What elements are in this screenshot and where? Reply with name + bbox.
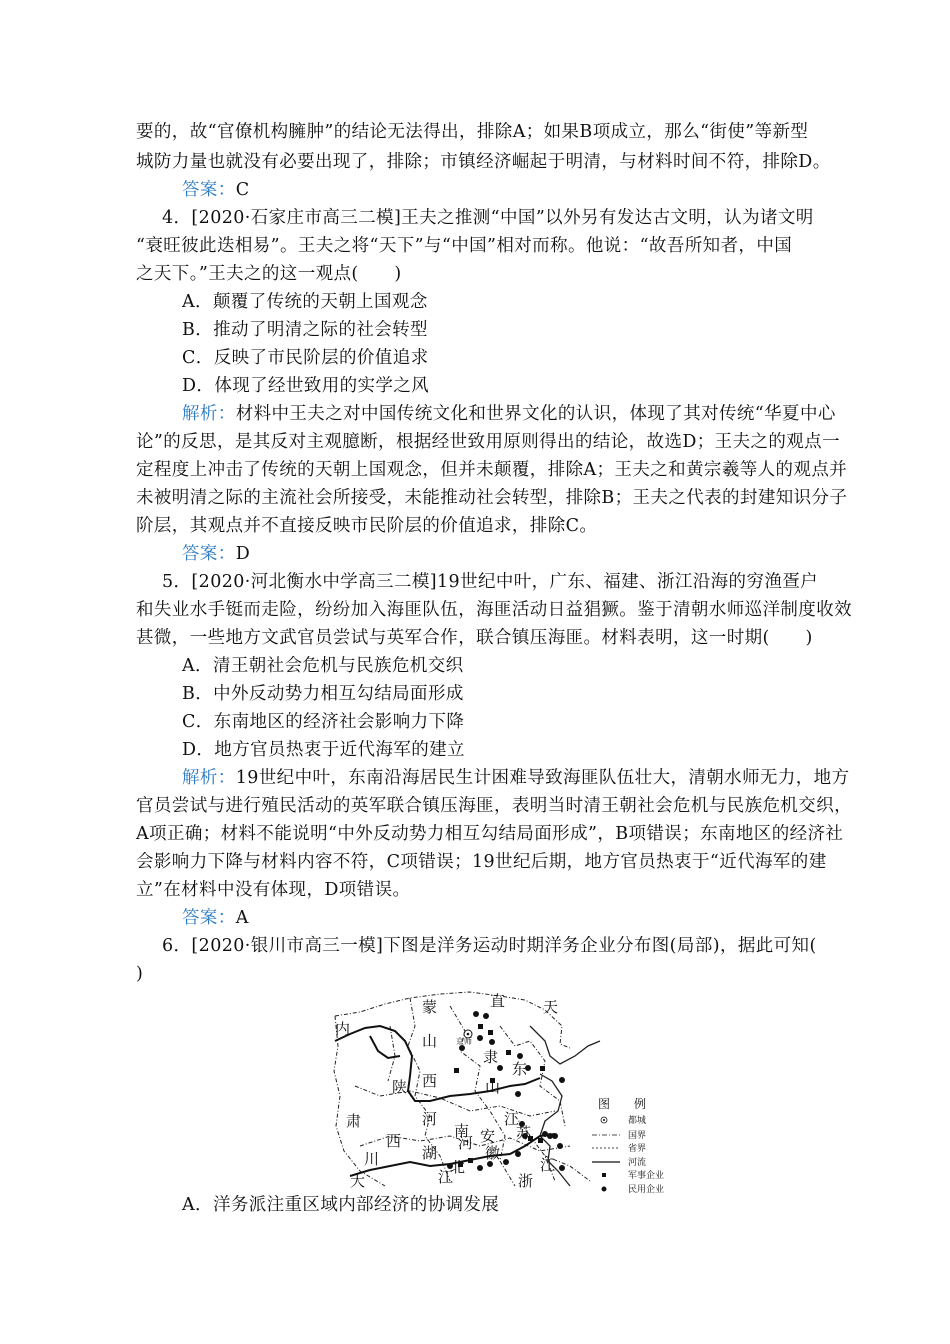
place-name: 河	[458, 1134, 474, 1152]
place-name: 江	[504, 1110, 520, 1128]
analysis-text: 材料中王夫之对中国传统文化和世界文化的认识，体现了其对传统“华夏中心	[235, 404, 836, 424]
text-line: 城防力量也就没有必要出现了，排除；市镇经济崛起于明清，与材料时间不符，排除D。	[136, 152, 831, 172]
question-5-line: 和失业水手铤而走险，纷纷加入海匪队伍，海匪活动日益猖獗。鉴于清朝水师巡洋制度收效	[136, 600, 852, 620]
text-line: 要的，故“官僚机构臃肿”的结论无法得出，排除A；如果B项成立，那么“街使”等新型	[136, 122, 809, 142]
option-d: D．地方官员热衷于近代海军的建立	[182, 740, 465, 760]
yangwu-enterprise-map	[330, 986, 675, 1196]
place-name: 西	[386, 1132, 402, 1150]
option-b: B．中外反动势力相互勾结局面形成	[182, 684, 464, 704]
option-a: A．清王朝社会危机与民族危机交织	[182, 656, 464, 676]
map-legend	[592, 1096, 664, 1195]
map-place-names	[335, 992, 558, 1190]
question-4-line: 之天下。”王夫之的这一观点( )	[136, 264, 402, 284]
legend-item: 河流	[628, 1158, 647, 1168]
answer-value: D	[235, 544, 251, 564]
question-6-line: 6．[2020·银川市高三一模]下图是洋务运动时期洋务企业分布图(局部)，据此可知(	[162, 936, 817, 956]
answer-line	[182, 542, 250, 566]
capital-dot	[467, 1033, 470, 1036]
place-name: 苏	[516, 1124, 532, 1142]
place-name: 蒙	[422, 998, 438, 1016]
analysis-line: 会影响力下降与材料内容不符，C项错误；19世纪后期，地方官员热衷于“近代海军的建	[136, 852, 827, 872]
legend-title: 图 例	[598, 1097, 647, 1111]
analysis-line: 阶层，其观点并不直接反映市民阶层的价值追求，排除C。	[136, 516, 598, 536]
place-name: 内	[335, 1020, 351, 1038]
analysis-line: 立”在材料中没有体现，D项错误。	[136, 880, 411, 900]
analysis-line	[182, 402, 836, 426]
analysis-line: 论”的反思，是其反对主观臆断，根据经世致用原则得出的结论，故选D；王夫之的观点一	[136, 432, 840, 452]
place-name: 河	[422, 1110, 438, 1128]
analysis-label: 解析：	[182, 768, 236, 788]
analysis-line	[182, 766, 849, 790]
answer-label: 答案：	[182, 180, 236, 200]
legend-item: 都城	[628, 1116, 647, 1126]
legend-item: 省界	[628, 1144, 647, 1154]
place-name: 西	[422, 1072, 438, 1090]
question-5-line: 甚微，一些地方文武官员尝试与英军合作，联合镇压海匪。材料表明，这一时期( )	[136, 628, 813, 648]
place-name: 安	[480, 1127, 496, 1145]
option-d: D．体现了经世致用的实学之风	[182, 376, 430, 396]
answer-label: 答案：	[182, 544, 236, 564]
place-name: 南	[454, 1122, 470, 1140]
answer-value: C	[235, 180, 250, 200]
place-name: 川	[364, 1150, 380, 1168]
place-name: 东	[512, 1060, 528, 1078]
place-name: 大	[350, 1172, 366, 1190]
option-c: C．东南地区的经济社会影响力下降	[182, 712, 465, 732]
place-name: 直	[490, 992, 506, 1010]
option-a: A．颠覆了传统的天朝上国观念	[182, 292, 428, 312]
place-name: 肃	[346, 1112, 362, 1130]
map-svg	[330, 986, 675, 1196]
place-name: 隶	[483, 1048, 499, 1066]
place-name: 山	[485, 1078, 501, 1096]
answer-line	[182, 178, 250, 202]
place-name: 天	[543, 998, 559, 1016]
analysis-line: A项正确；材料不能说明“中外反动势力相互勾结局面形成”，B项错误；东南地区的经济社	[136, 824, 844, 844]
option-c: C．反映了市民阶层的价值追求	[182, 348, 429, 368]
legend-item: 民用企业	[628, 1185, 665, 1195]
analysis-text: 19世纪中叶，东南沿海居民生计困难导致海匪队伍壮大，清朝水师无力，地方	[235, 768, 850, 788]
place-name: 浙	[518, 1172, 534, 1190]
analysis-label: 解析：	[182, 404, 236, 424]
place-name: 江	[540, 1156, 556, 1174]
legend-item: 军事企业	[628, 1171, 665, 1181]
place-name: 京师	[456, 1037, 472, 1046]
place-name: 北	[450, 1158, 466, 1176]
legend-item: 国界	[628, 1131, 647, 1141]
answer-line	[182, 906, 249, 930]
question-6-line: )	[136, 964, 144, 984]
place-name: 山	[422, 1032, 438, 1050]
analysis-line: 官员尝试与进行殖民活动的英军联合镇压海匪，表明当时清王朝社会危机与民族危机交织，	[136, 796, 852, 816]
answer-label: 答案：	[182, 908, 236, 928]
analysis-line: 未被明清之际的主流社会所接受，未能推动社会转型，排除B；王夫之代表的封建知识分子	[136, 488, 848, 508]
question-4-line: “衰旺彼此迭相易”。王夫之将“天下”与“中国”相对而称。他说：“故吾所知者，中国	[136, 236, 793, 256]
question-4-line: 4．[2020·石家庄市高三二模]王夫之推测“中国”以外另有发达古文明，认为诸文明	[162, 208, 814, 228]
place-name: 江	[438, 1168, 454, 1186]
answer-value: A	[235, 908, 249, 928]
place-name: 湖	[422, 1144, 438, 1162]
option-b: B．推动了明清之际的社会转型	[182, 320, 428, 340]
place-name: 徽	[485, 1144, 501, 1162]
question-5-line: 5．[2020·河北衡水中学高三二模]19世纪中叶，广东、福建、浙江沿海的穷渔疍户	[162, 572, 819, 592]
option-a: A．洋务派注重区域内部经济的协调发展	[182, 1195, 500, 1215]
place-name: 陕	[392, 1078, 408, 1096]
analysis-line: 定程度上冲击了传统的天朝上国观念，但并未颠覆，排除A；王夫之和黄宗羲等人的观点并	[136, 460, 848, 480]
